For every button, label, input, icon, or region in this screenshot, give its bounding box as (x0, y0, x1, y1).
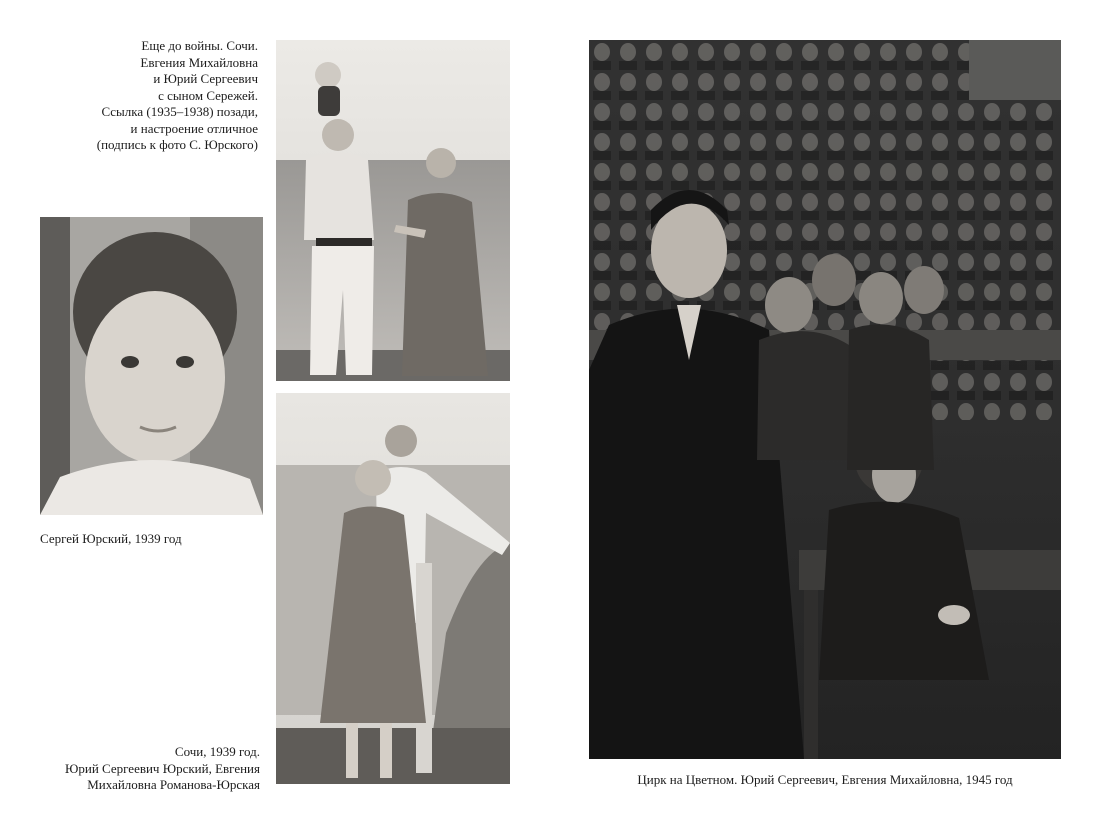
caption-before-war: Еще до войны. Сочи. Евгения Михайловна и Юрий Сергеевич с сыном Сережей. Ссылка (1935–1938) позади, и настроение отличное (подпись к фото С. Юрского) (96, 38, 258, 152)
photo-couple-rocks (276, 393, 510, 784)
caption-circus: Цирк на Цветном. Юрий Сергеевич, Евгения Михайловна, 1945 год (637, 772, 1013, 787)
photo-family-seaside (276, 40, 510, 381)
caption-sergey: Сергей Юрский, 1939 год (40, 531, 182, 546)
caption-sochi-1939: Сочи, 1939 год. Юрий Сергеевич Юрский, Евгения Михайловна Романова-Юрская (65, 744, 260, 792)
photo-circus-audience (589, 40, 1061, 759)
photo-boy-portrait (40, 217, 263, 515)
